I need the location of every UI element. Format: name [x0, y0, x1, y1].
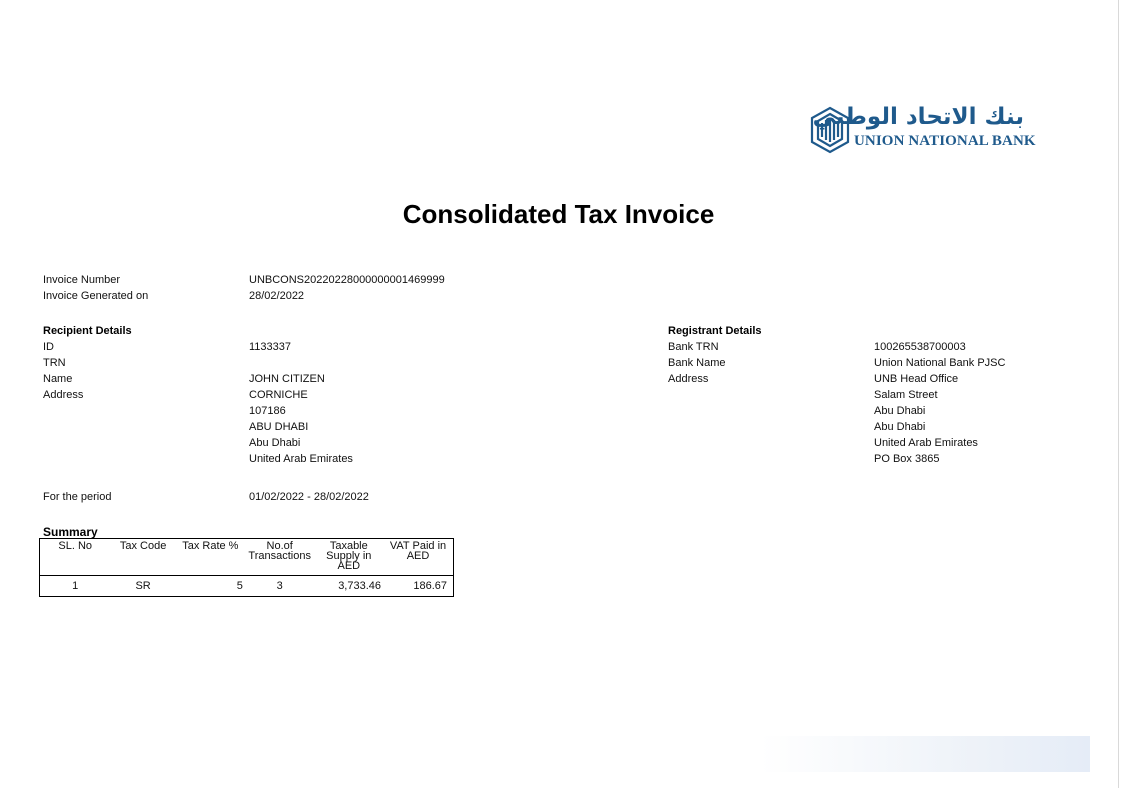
recipient-trn-label: TRN [43, 357, 66, 369]
column-header-no-of-transactions: No.of Transactions [245, 539, 315, 576]
logo-english-text: UNION NATIONAL BANK [854, 133, 1036, 149]
invoice-number-value: UNBCONS20220228000000001469999 [249, 274, 445, 286]
registrant-address-label: Address [668, 373, 709, 385]
period-label: For the period [43, 491, 112, 503]
cell-sl-no: 1 [72, 580, 79, 592]
cell-tax-code: SR [135, 580, 151, 592]
registrant-address-line: PO Box 3865 [874, 453, 940, 465]
registrant-address-line: Abu Dhabi [874, 421, 926, 433]
invoice-number-label: Invoice Number [43, 274, 121, 286]
summary-header-row [40, 539, 453, 576]
column-header-tax-rate: Tax Rate % [176, 539, 245, 576]
registrant-address-line: United Arab Emirates [874, 437, 978, 449]
recipient-address-label: Address [43, 389, 84, 401]
column-header-sl-no: SL. No [40, 539, 110, 576]
bank-trn-label: Bank TRN [668, 341, 719, 353]
invoice-generated-label: Invoice Generated on [43, 290, 149, 302]
page-edge [1118, 0, 1119, 788]
registrant-address-line: Abu Dhabi [874, 405, 926, 417]
recipient-details-heading: Recipient Details [43, 325, 132, 337]
recipient-address-line: Abu Dhabi [249, 437, 301, 449]
bank-trn-value: 100265538700003 [874, 341, 966, 353]
table-row [40, 576, 453, 597]
cell-taxable-supply: 3,733.46 [338, 580, 382, 592]
document-title: Consolidated Tax Invoice [402, 199, 715, 229]
registrant-details-heading: Registrant Details [668, 325, 762, 337]
recipient-name-label: Name [43, 373, 73, 385]
column-header-vat-paid: VAT Paid in AED [383, 539, 453, 576]
summary-table [40, 539, 453, 596]
logo-arabic-text: بنك الاتحاد الوطني [812, 104, 1024, 130]
column-header-tax-code: Tax Code [110, 539, 175, 576]
period-value: 01/02/2022 - 28/02/2022 [249, 491, 369, 503]
cell-tax-rate: 5 [236, 580, 243, 592]
faded-watermark [760, 736, 1090, 772]
column-header-taxable-supply: Taxable Supply in AED [315, 539, 383, 576]
summary-heading: Summary [43, 525, 98, 539]
cell-no-of-transactions: 3 [276, 580, 283, 592]
recipient-address-line: ABU DHABI [249, 421, 309, 433]
recipient-name-value: JOHN CITIZEN [249, 373, 325, 385]
bank-name-label: Bank Name [668, 357, 726, 369]
recipient-address-line: 107186 [249, 405, 286, 417]
invoice-generated-value: 28/02/2022 [249, 290, 305, 302]
registrant-address-line: Salam Street [874, 389, 938, 401]
recipient-id-label: ID [43, 341, 54, 353]
bank-name-value: Union National Bank PJSC [874, 357, 1006, 369]
recipient-id-value: 1133337 [249, 341, 292, 353]
cell-vat-paid: 186.67 [413, 580, 447, 592]
recipient-address-line: United Arab Emirates [249, 453, 353, 465]
bank-logo [810, 104, 1036, 156]
recipient-address-line: CORNICHE [249, 389, 308, 401]
registrant-address-line: UNB Head Office [874, 373, 959, 385]
